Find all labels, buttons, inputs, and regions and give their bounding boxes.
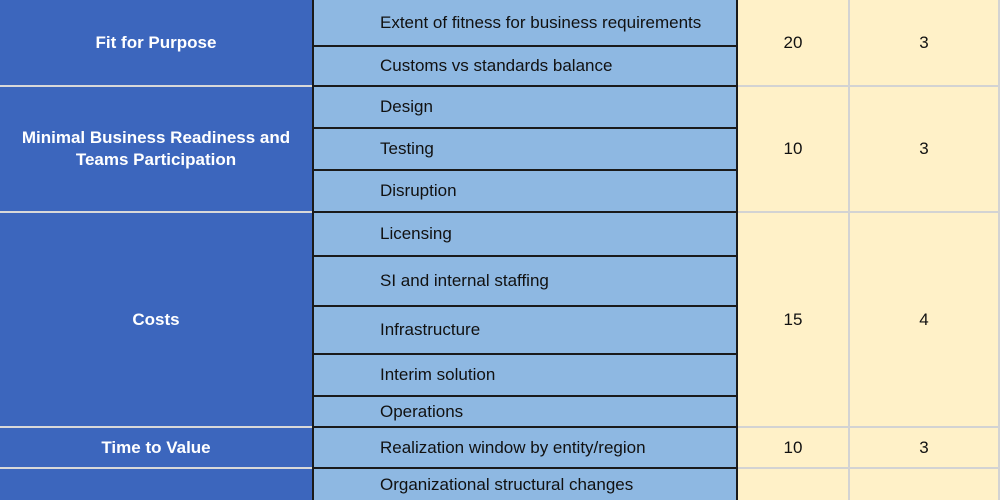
weight-costs: 15 bbox=[738, 213, 850, 428]
subcriterion-infrastructure: Infrastructure bbox=[312, 307, 738, 355]
subcriterion-customs-balance: Customs vs standards balance bbox=[312, 47, 738, 87]
subcriterion-org-changes: Organizational structural changes bbox=[312, 469, 738, 500]
score-costs: 4 bbox=[850, 213, 1000, 428]
subcriterion-testing: Testing bbox=[312, 129, 738, 171]
subcriterion-design: Design bbox=[312, 87, 738, 129]
criterion-next bbox=[0, 469, 312, 500]
subcriterion-disruption: Disruption bbox=[312, 171, 738, 213]
subcriterion-operations: Operations bbox=[312, 397, 738, 428]
weight-time-to-value: 10 bbox=[738, 428, 850, 469]
criterion-time-to-value: Time to Value bbox=[0, 428, 312, 469]
score-fit-for-purpose: 3 bbox=[850, 0, 1000, 87]
subcriterion-licensing: Licensing bbox=[312, 213, 738, 257]
criterion-costs: Costs bbox=[0, 213, 312, 428]
subcriterion-si-staffing: SI and internal staffing bbox=[312, 257, 738, 307]
criterion-fit-for-purpose: Fit for Purpose bbox=[0, 0, 312, 87]
subcriterion-fitness: Extent of fitness for business requirements bbox=[312, 0, 738, 47]
criterion-business-readiness: Minimal Business Readiness and Teams Participation bbox=[0, 87, 312, 213]
weight-business-readiness: 10 bbox=[738, 87, 850, 213]
score-next bbox=[850, 469, 1000, 500]
subcriterion-interim-solution: Interim solution bbox=[312, 355, 738, 397]
subcriterion-realization-window: Realization window by entity/region bbox=[312, 428, 738, 469]
score-business-readiness: 3 bbox=[850, 87, 1000, 213]
weight-next bbox=[738, 469, 850, 500]
score-time-to-value: 3 bbox=[850, 428, 1000, 469]
weight-fit-for-purpose: 20 bbox=[738, 0, 850, 87]
